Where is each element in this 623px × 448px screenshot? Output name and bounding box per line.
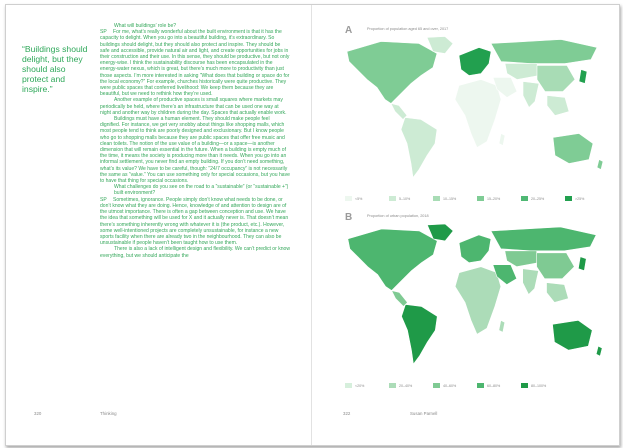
figure-b-russia-region (491, 227, 596, 251)
figure-a-north-america-region (347, 42, 437, 104)
figure-a-caption: Proportion of population aged 65 and over, 2017 (367, 27, 449, 31)
legend-label: 40–60% (443, 383, 457, 388)
figure-a-central-asia-region (505, 64, 539, 80)
legend-label: <20% (355, 383, 365, 388)
legend-item (433, 190, 456, 200)
legend-label: 15–20% (487, 196, 501, 201)
interview-question: What will buildings’ role be? (114, 23, 177, 29)
legend-item (565, 190, 584, 200)
body-paragraph: Buildings must have a human element. They should make people feel dignified. For instance, we get very snobby about things like shopping malls, which most people tend to think are poorly designed and exclusionary. But I know people who go to shopping malls because they are public spaces that offer free music and clean toilets. The notion of the use value of a building—or a space—is another dimension that will remain essential in the future. When a building is empty much of the time, it means the society is producing more than it needs. When you go into an informal settlement, you never find an empty building. If you don’t need something, what’s its value? We have to be careful, though: “24/7 occupancy” is not necessarily the same as “value.” You can use something only for special occasions, but you have to have that thing for special occasions. (100, 116, 290, 185)
figure-b-map (341, 221, 611, 370)
figure-b-southeast-asia-region (547, 283, 569, 303)
figure-b-central-america-region (392, 291, 408, 307)
figure-b-madagascar-region (499, 320, 505, 332)
legend-label: 20–25% (531, 196, 545, 201)
figure-b-europe-region (459, 235, 491, 263)
figure-a-china-region (537, 66, 575, 92)
right-running-footer: Susan Parnell (410, 411, 438, 416)
figure-b-legend (345, 377, 610, 387)
figure-b-new-zealand-region (596, 346, 602, 356)
legend-swatch (521, 383, 528, 388)
figure-a-legend (345, 190, 610, 200)
legend-swatch (565, 196, 572, 201)
pull-quote: “Buildings should delight, but they should also protect and inspire.” (22, 44, 88, 94)
legend-item (477, 377, 500, 387)
legend-swatch (521, 196, 528, 201)
figure-b-africa-region (455, 267, 501, 335)
legend-label: 5–10% (399, 196, 411, 201)
speaker-initials: SP (100, 196, 107, 203)
legend-swatch (477, 196, 484, 201)
interview-question: What challenges do you see on the road to a “sustainable” (or “sustainable +”) built environment? (114, 184, 289, 197)
figure-a-india-region (523, 82, 539, 108)
figure-b-north-america-region (348, 229, 437, 291)
answer-text: Sometimes, ignorance. People simply don’t know what needs to be done, or don’t know what they are doing. Hence, knowledge of and attention to design are of the utmost importance. There is often a gap between conception and use. We have the idea that something will be used for X and it actually never is. That doesn’t mean there’s something inherently wrong with whatever it is (the product, etc.). However, some well-intentioned projects are completely unsustainable, for instance a new sports facility when there are already two in the neighbourhood. They can also be unsustainable if people haven’t been taught how to use them. (100, 196, 289, 247)
figure-a-japan-region (579, 70, 587, 84)
figure-b-australia-region (552, 320, 592, 350)
left-running-footer: Thinking (100, 411, 117, 416)
figure-a-south-america-region (401, 118, 437, 178)
legend-item (389, 190, 410, 200)
figure-a-letter: A (345, 25, 353, 36)
figure-a-europe-region (459, 48, 491, 76)
legend-swatch (345, 196, 352, 201)
figure-a-svg (341, 33, 611, 184)
legend-label: 10–15% (443, 196, 457, 201)
figure-a-new-zealand-region (597, 160, 603, 170)
legend-item (477, 190, 500, 200)
right-page-number: 322 (343, 411, 351, 416)
figure-a-central-america-region (391, 104, 407, 120)
speaker-initials: SP (100, 29, 107, 36)
legend-swatch (433, 196, 440, 201)
figure-b-india-region (523, 269, 539, 295)
answer-paragraph (100, 197, 290, 247)
legend-label: 80–100% (531, 383, 547, 388)
figure-a-map (341, 33, 611, 184)
answer-paragraph (100, 29, 290, 97)
figure-b-china-region (537, 253, 575, 279)
figure-a-southeast-asia-region (547, 96, 569, 116)
figure-a-africa-region (455, 80, 501, 148)
legend-item (389, 377, 412, 387)
figure-a-madagascar-region (499, 134, 505, 146)
body-paragraph: There is also a lack of intelligent design and flexibility. We can’t predict or know everything, but we should anticipate the (100, 246, 290, 259)
figure-b-caption: Proportion of urban population, 2018 (367, 214, 429, 218)
figure-b-central-asia-region (505, 251, 539, 267)
legend-item (433, 377, 456, 387)
legend-swatch (345, 383, 352, 388)
answer-text: For me, what’s really wonderful about the built environment is that it has the capacity to delight. When you go into a beautiful building, it’s extraordinary. So buildings should delight, but they should also protect and inspire. They should be safe and accessible, provide natural air and light, and create opportunities for jobs in their construction and their use. In this sense, they should be productive, but not only energy-wise. I think the sustainability discourse has been encapsulated in the energy-water nexus, which is great, but there’s much more to productivity than just those aspects. I’m more interested in asking “What does that building or space do for the local economy?” For example, churches historically were quite productive. They were public spaces that conferred livelihood: We keep them because they are beautiful, but we need to rethink how they’re used. (100, 29, 290, 98)
body-paragraph: Another example of productive spaces is small squares where markets may periodically be held, where there’s an infrastructure that can be used one way at night and another way by children during the day. Spaces that actually enable work. (100, 97, 287, 116)
figure-a-russia-region (491, 40, 597, 64)
legend-label: 20–40% (399, 383, 413, 388)
legend-swatch (389, 383, 396, 388)
left-page-number: 320 (34, 411, 42, 416)
legend-label: >25% (575, 196, 585, 201)
gutter-line (311, 5, 312, 445)
legend-swatch (433, 383, 440, 388)
legend-swatch (389, 196, 396, 201)
legend-item (345, 377, 364, 387)
legend-item (521, 377, 546, 387)
figure-a-australia-region (553, 134, 593, 164)
legend-label: 60–80% (487, 383, 501, 388)
legend-item (345, 190, 362, 200)
legend-item (521, 190, 544, 200)
figure-b-south-america-region (402, 304, 438, 364)
figure-b-letter: B (345, 212, 353, 223)
legend-label: <5% (355, 196, 363, 201)
figure-b-svg (341, 221, 611, 370)
body-text (100, 23, 290, 259)
legend-swatch (477, 383, 484, 388)
figure-b-japan-region (578, 257, 586, 271)
